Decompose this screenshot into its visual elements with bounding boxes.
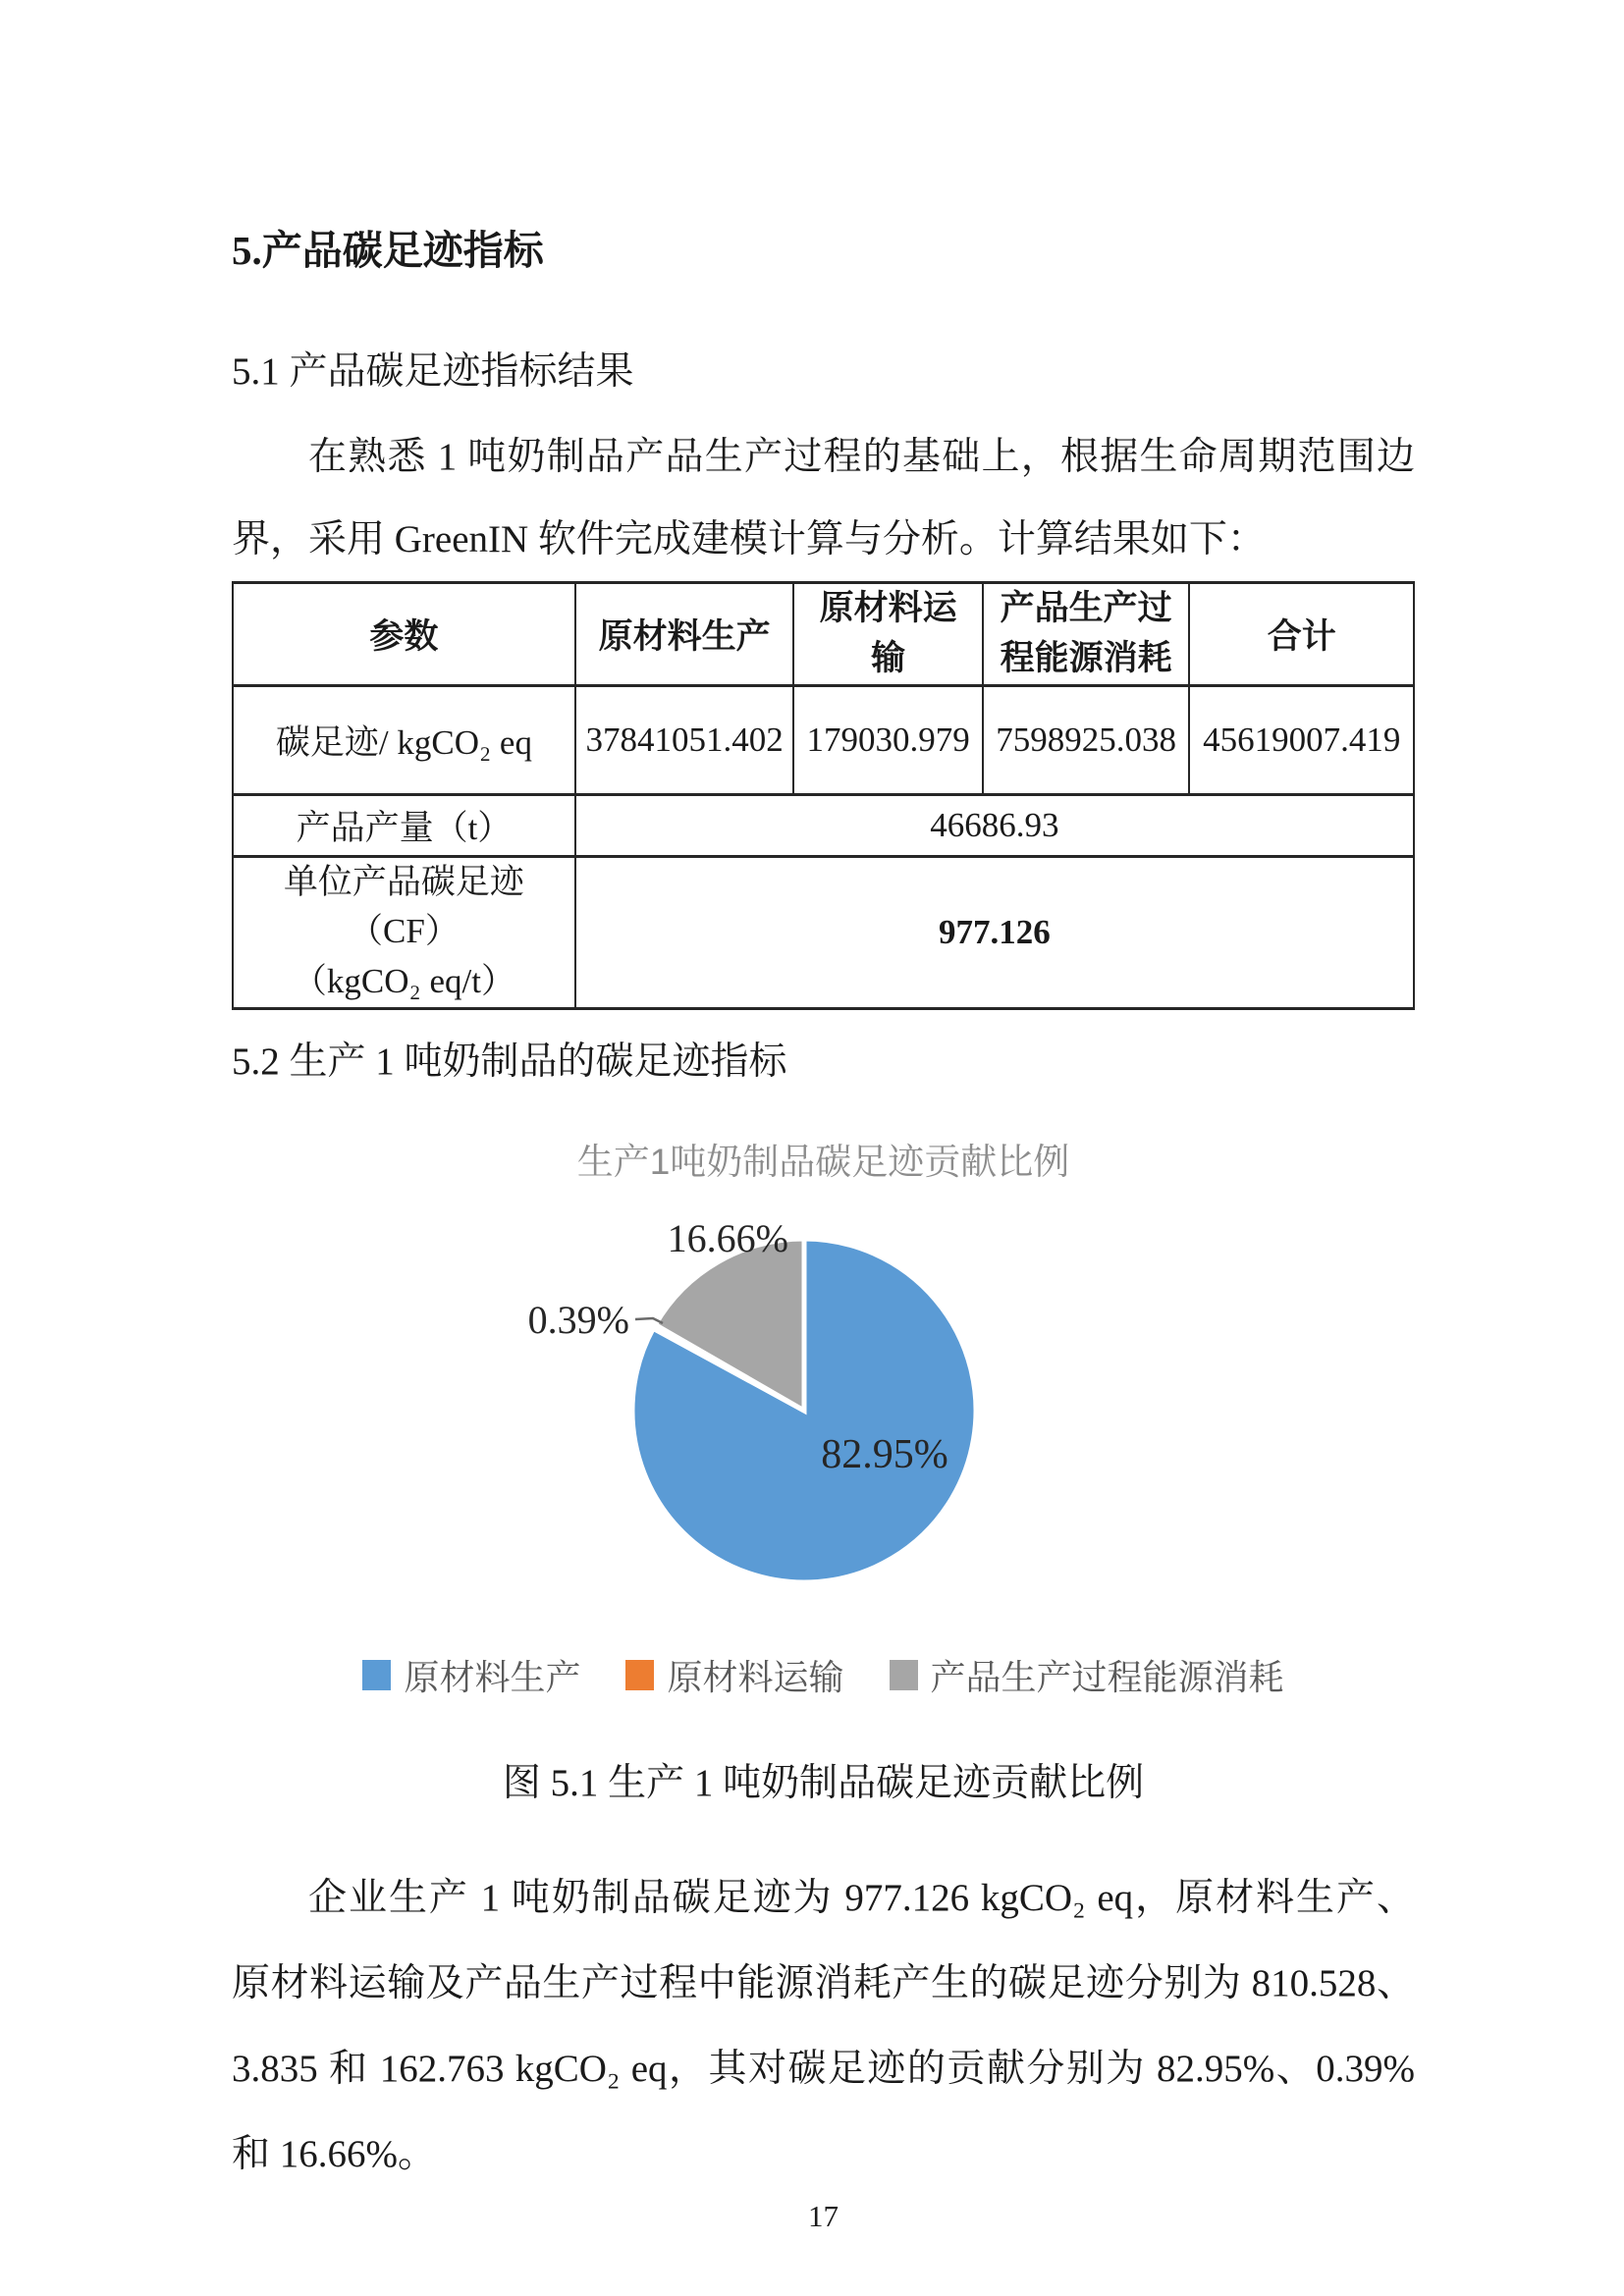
header-raw-material-transport: 原材料运输 <box>793 583 982 686</box>
page-number: 17 <box>808 2198 839 2233</box>
legend-item-energy <box>890 1650 1284 1700</box>
chart-title: 生产1吨奶制品碳足迹贡献比例 <box>576 1141 1070 1182</box>
data-label-transport: 0.39% <box>527 1297 629 1342</box>
header-process-energy: 产品生产过程能源消耗 <box>983 583 1190 686</box>
carbon-row-label: 碳足迹/ kgCO₂ eq <box>233 685 575 794</box>
legend-label-transport: 原材料运输 <box>667 1656 844 1697</box>
carbon-value-transport: 179030.979 <box>793 685 982 794</box>
header-parameter: 参数 <box>233 583 575 686</box>
header-raw-material-production: 原材料生产 <box>575 583 794 686</box>
data-label-raw-production: 82.95% <box>820 1431 948 1477</box>
product-output-row <box>233 794 1414 856</box>
results-table <box>232 581 1415 1010</box>
legend-item-transport <box>625 1650 843 1700</box>
output-row-value: 46686.93 <box>575 794 1414 856</box>
table-header-row <box>233 583 1414 686</box>
subsection-heading-5-2: 5.2 生产 1 吨奶制品的碳足迹指标 <box>232 1040 787 1083</box>
subsection-heading-5-1: 5.1 产品碳足迹指标结果 <box>232 350 634 393</box>
closing-line-1: 企业生产 1 吨奶制品碳足迹为 977.126 kgCO₂ eq，原材料生产、 <box>308 1876 1415 1919</box>
closing-line-2: 原材料运输及产品生产过程中能源消耗产生的碳足迹分别为 810.528、 <box>232 1961 1415 2004</box>
carbon-footprint-row <box>233 685 1414 794</box>
cf-row-label: 单位产品碳足迹（CF） （kgCO₂ eq/t） <box>233 856 575 1008</box>
carbon-value-raw-production: 37841051.402 <box>575 685 794 794</box>
figure-caption: 图 5.1 生产 1 吨奶制品碳足迹贡献比例 <box>502 1761 1145 1804</box>
legend-swatch-blue <box>362 1660 391 1690</box>
chart-legend <box>232 1650 1415 1700</box>
carbon-value-total: 45619007.419 <box>1189 685 1414 794</box>
carbon-value-energy: 7598925.038 <box>983 685 1190 794</box>
intro-paragraph <box>232 416 1415 581</box>
output-row-label: 产品产量（t） <box>233 794 575 856</box>
header-total: 合计 <box>1189 583 1414 686</box>
closing-paragraph <box>232 1855 1415 2197</box>
data-label-energy: 16.66% <box>667 1215 788 1260</box>
intro-line-2: 界，采用 GreenIN 软件完成建模计算与分析。计算结果如下： <box>232 518 1266 561</box>
unit-cf-row <box>233 856 1414 1008</box>
legend-swatch-gray <box>890 1660 918 1690</box>
cf-row-value: 977.126 <box>575 856 1414 1008</box>
legend-label-energy: 产品生产过程能源消耗 <box>930 1656 1284 1697</box>
legend-swatch-orange <box>625 1660 654 1690</box>
closing-line-3: 3.835 和 162.763 kgCO₂ eq，其对碳足迹的贡献分别为 82.95%、0.39% <box>232 2047 1415 2090</box>
intro-line-1: 在熟悉 1 吨奶制品产品生产过程的基础上，根据生命周期范围边 <box>308 436 1415 478</box>
legend-item-raw-production <box>362 1650 580 1700</box>
closing-line-4: 和 16.66%。 <box>232 2132 436 2175</box>
section-heading: 5.产品碳足迹指标 <box>232 228 544 273</box>
legend-label-raw-production: 原材料生产 <box>404 1656 581 1697</box>
pie-chart <box>460 1197 1148 1629</box>
